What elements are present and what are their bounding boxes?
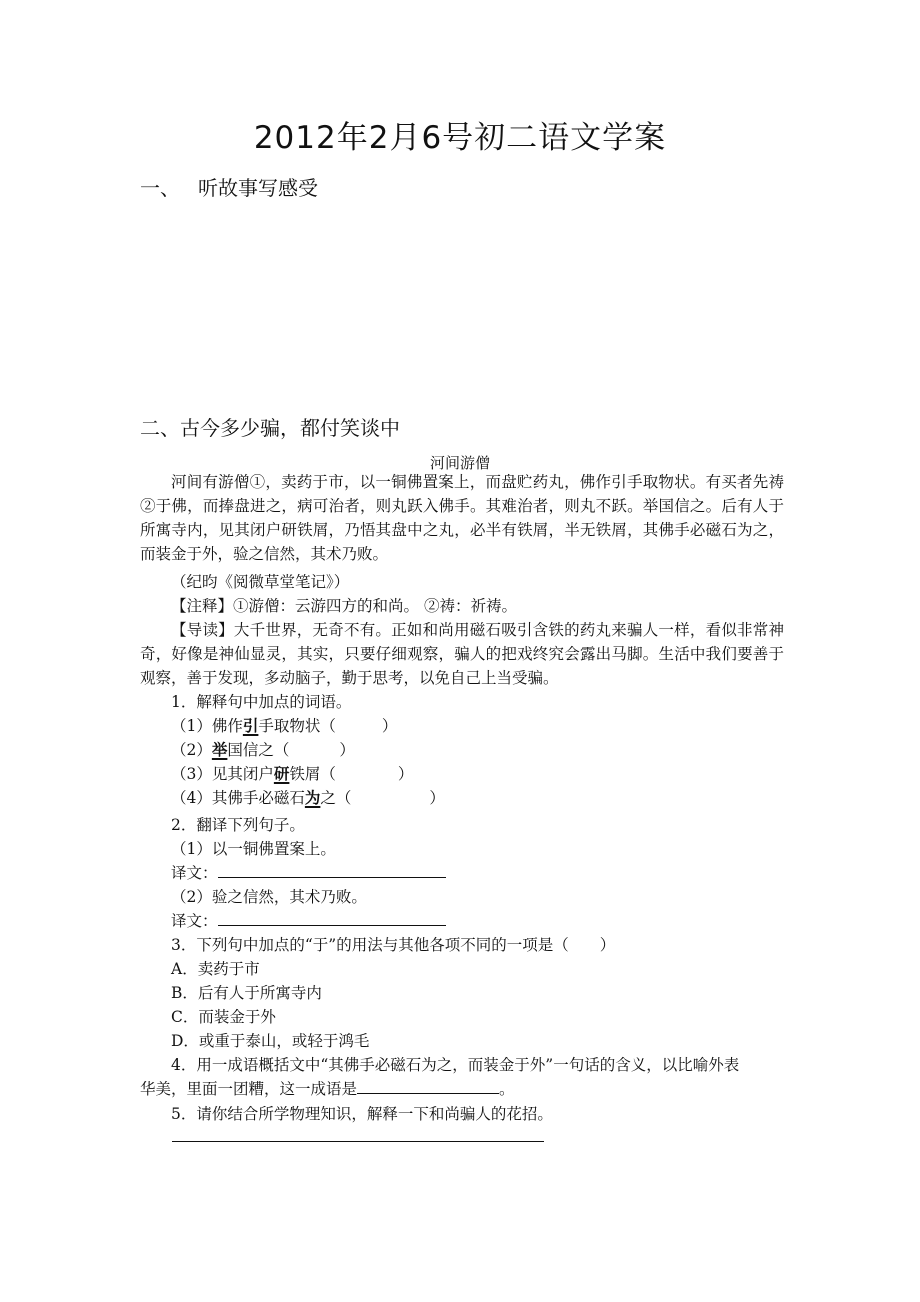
- q3-stem: 3．下列句中加点的“于”的用法与其他各项不同的一项是（ ）: [171, 936, 616, 954]
- q2-sentence-1: （1）以一铜佛置案上。: [171, 840, 336, 858]
- q1-item-4: [171, 786, 445, 810]
- q2-translation-2-line[interactable]: [218, 909, 446, 926]
- q4-line-1: 4．用一成语概括文中“其佛手必磁石为之，而装金于外”一句话的含义，以比喻外表: [171, 1056, 740, 1074]
- q3-option-c[interactable]: C．而装金于外: [171, 1008, 276, 1026]
- q2-stem: 2．翻译下列句子。: [171, 816, 305, 834]
- q2-translation-2-label: 译文：: [171, 912, 218, 930]
- q1-item-1-mark: 引: [242, 716, 259, 735]
- q3-option-d[interactable]: D．或重于泰山，或轻于鸿毛: [171, 1032, 370, 1050]
- guide-text: 大千世界，无奇不有。正如和尚用磁石吸引含铁的药丸来骗人一样，看似非常神奇，好像是神仙显灵，其实，只要仔细观察，骗人的把戏终究会露出马脚。生活中我们要善于观察，善于发现，多动脑子，勤于思考，以免自己上当受骗。: [140, 621, 784, 687]
- q1-item-3-mark: 研: [273, 764, 290, 783]
- q1-item-1-pre: （1）佛作: [171, 717, 243, 735]
- q1-item-2-mark: 举: [211, 740, 228, 759]
- section1-number: 一、: [140, 176, 180, 200]
- q2-translation-2: [171, 909, 446, 933]
- q1-item-4-close: ）: [429, 789, 445, 807]
- q2-translation-1-line[interactable]: [218, 861, 446, 878]
- passage-body: 河间有游僧①，卖药于市，以一铜佛置案上，而盘贮药丸，佛作引手取物状。有买者先祷②于佛，而捧盘进之，病可治者，则丸跃入佛手。其难治者，则丸不跃。举国信之。后有人于所寓寺内，见其闭户研铁屑，乃悟其盘中之丸，必半有铁屑，半无铁屑，其佛手必磁石为之，而装金于外，验之信然，其术乃败。: [140, 473, 784, 563]
- section1-title: 听故事写感受: [198, 176, 318, 200]
- q1-item-4-post: 之（: [320, 789, 352, 807]
- page-title: 2012年2月6号初二语文学案: [253, 120, 667, 156]
- guide-label: 【导读】: [171, 621, 234, 639]
- q4-line-2-text: 华美，里面一团糟，这一成语是: [140, 1080, 358, 1098]
- q1-item-4-mark: 为: [304, 788, 321, 807]
- q1-item-1: [171, 714, 397, 738]
- notes-text: ①游僧：云游四方的和尚。 ②祷：祈祷。: [233, 597, 517, 615]
- guide: [140, 618, 784, 690]
- q1-item-2-post: 国信之（: [227, 741, 290, 759]
- q2-sentence-2: （2）验之信然，其术乃败。: [171, 888, 367, 906]
- q1-item-2-close: ）: [339, 741, 355, 759]
- q5-stem: 5．请你结合所学物理知识，解释一下和尚骗人的花招。: [171, 1105, 553, 1123]
- passage-source: （纪昀《阅微草堂笔记》）: [171, 573, 350, 591]
- section2-heading: 二、古今多少骗，都付笑谈中: [140, 416, 400, 440]
- q1-stem: 1．解释句中加点的词语。: [171, 693, 352, 711]
- q1-item-2-pre: （2）: [171, 741, 212, 759]
- q1-item-1-post: 手取物状（: [258, 717, 336, 735]
- q4-line-2-end: 。: [499, 1080, 515, 1098]
- q4-answer-line[interactable]: [357, 1077, 499, 1094]
- q4-line-2: [140, 1077, 515, 1101]
- q1-item-4-pre: （4）其佛手必磁石: [171, 789, 305, 807]
- q2-translation-1: [171, 861, 446, 885]
- notes-label: 【注释】: [171, 597, 234, 615]
- q5-answer-line[interactable]: [172, 1141, 544, 1142]
- q1-item-3-post: 铁屑（: [289, 765, 336, 783]
- q1-item-3-pre: （3）见其闭户: [171, 765, 274, 783]
- q1-item-3: [171, 762, 413, 786]
- q1-item-3-close: ）: [397, 765, 414, 783]
- q1-item-1-close: ）: [381, 717, 398, 735]
- passage-title: 河间游僧: [429, 454, 490, 472]
- q2-translation-1-label: 译文：: [171, 864, 218, 882]
- section1-heading: [140, 172, 318, 201]
- q3-option-b[interactable]: B．后有人于所寓寺内: [171, 984, 322, 1002]
- q1-item-2: [171, 738, 355, 762]
- notes: [171, 594, 517, 618]
- q3-option-a[interactable]: A．卖药于市: [171, 960, 260, 978]
